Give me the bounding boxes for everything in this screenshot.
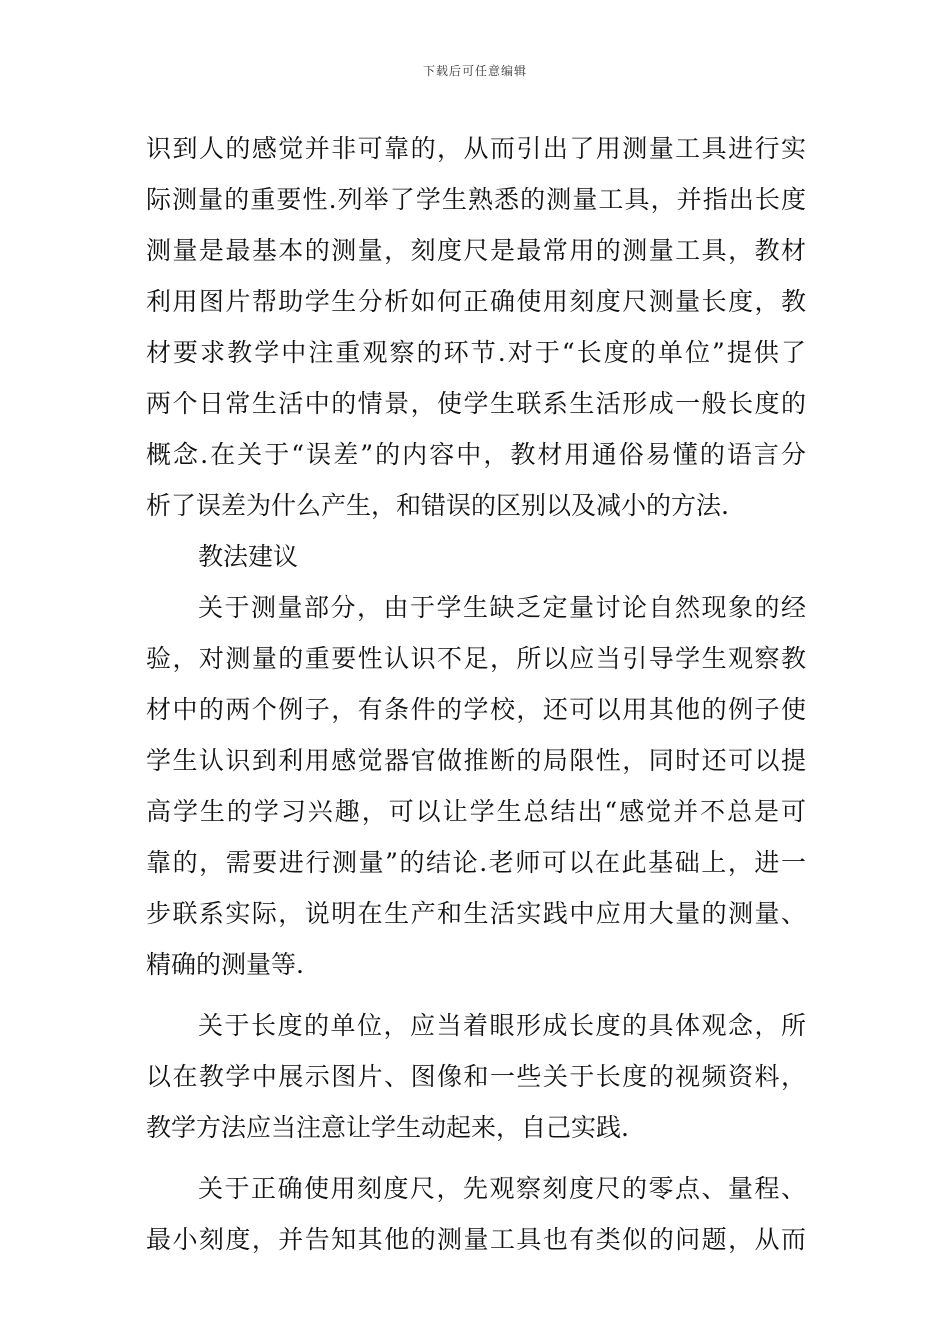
text-line: 利用图片帮助学生分析如何正确使用刻度尺测量长度，教 bbox=[146, 287, 806, 316]
paragraph-measurement bbox=[146, 582, 806, 990]
text-line: 步联系实际，说明在生产和生活实践中应用大量的测量、 bbox=[146, 899, 806, 928]
text-line: 学生认识到利用感觉器官做推断的局限性，同时还可以提 bbox=[146, 746, 806, 775]
text-line: 概念.在关于“误差”的内容中，教材用通俗易懂的语言分 bbox=[146, 440, 806, 469]
paragraph-length-units bbox=[146, 1000, 806, 1153]
text-line: 靠的，需要进行测量”的结论.老师可以在此基础上，进一 bbox=[146, 848, 806, 877]
text-line: 关于测量部分，由于学生缺乏定量讨论自然现象的经 bbox=[198, 593, 806, 622]
text-line: 教学方法应当注意让学生动起来，自己实践. bbox=[146, 1113, 629, 1142]
text-line: 测量是最基本的测量，刻度尺是最常用的测量工具，教材 bbox=[146, 236, 806, 265]
text-line: 高学生的学习兴趣，可以让学生总结出“感觉并不总是可 bbox=[146, 797, 806, 826]
section-heading bbox=[146, 531, 806, 582]
paragraph-intro bbox=[146, 123, 806, 531]
text-line: 两个日常生活中的情景，使学生联系生活形成一般长度的 bbox=[146, 389, 806, 418]
text-line: 析了误差为什么产生，和错误的区别以及减小的方法. bbox=[146, 491, 729, 520]
page-header: 下载后可任意编辑 bbox=[422, 64, 527, 78]
text-line: 材要求教学中注重观察的环节.对于“长度的单位”提供了 bbox=[146, 338, 806, 367]
text-line: 验，对测量的重要性认识不足，所以应当引导学生观察教 bbox=[146, 644, 806, 673]
section-title: 教法建议 bbox=[198, 542, 299, 571]
text-line: 以在教学中展示图片、图像和一些关于长度的视频资料， bbox=[146, 1062, 806, 1091]
text-line: 材中的两个例子，有条件的学校，还可以用其他的例子使 bbox=[146, 695, 806, 724]
text-line: 精确的测量等. bbox=[146, 950, 304, 979]
paragraph-ruler-usage bbox=[146, 1163, 806, 1265]
text-line: 关于长度的单位，应当着眼形成长度的具体观念，所 bbox=[198, 1011, 806, 1040]
text-line: 识到人的感觉并非可靠的，从而引出了用测量工具进行实 bbox=[146, 134, 806, 163]
text-line: 际测量的重要性.列举了学生熟悉的测量工具，并指出长度 bbox=[146, 185, 806, 214]
text-line: 最小刻度，并告知其他的测量工具也有类似的问题，从而 bbox=[146, 1225, 806, 1254]
document-body bbox=[146, 123, 806, 1265]
text-line: 关于正确使用刻度尺，先观察刻度尺的零点、量程、 bbox=[198, 1174, 806, 1203]
